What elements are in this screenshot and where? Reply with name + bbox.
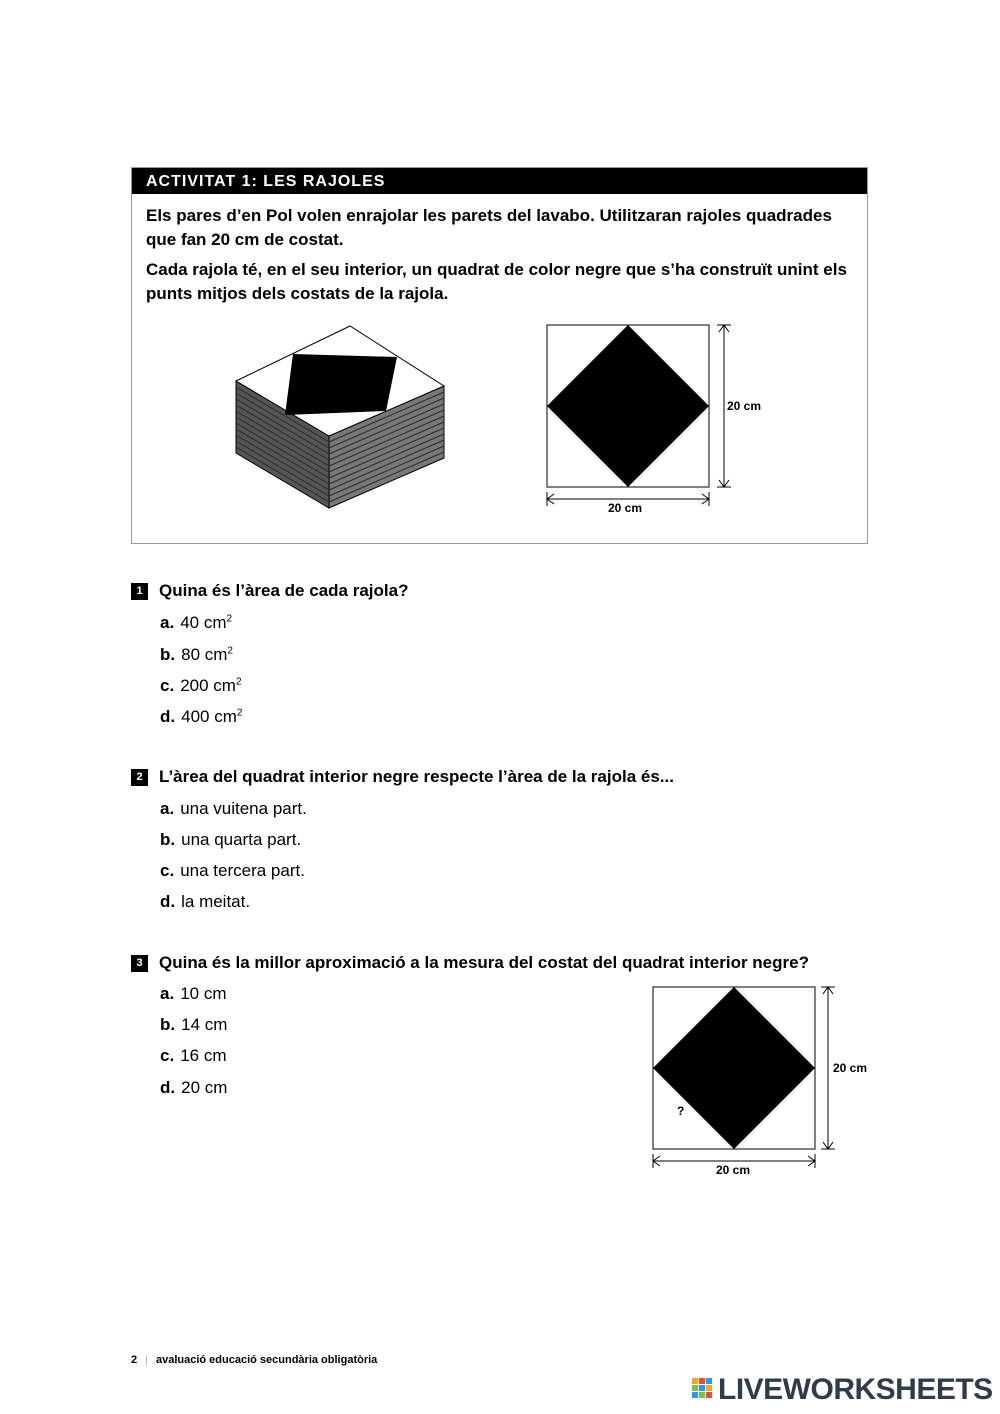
option-1d[interactable] xyxy=(160,707,242,727)
page-number: 2 xyxy=(131,1354,138,1366)
option-text: 14 cm xyxy=(181,1015,228,1034)
option-text: 16 cm xyxy=(180,1046,227,1065)
option-letter: b. xyxy=(160,1015,176,1034)
option-text: 400 cm xyxy=(181,707,237,726)
question-2 xyxy=(131,766,674,788)
option-exponent: 2 xyxy=(226,613,233,625)
brand-blocks-icon xyxy=(692,1378,714,1402)
footer-text: avaluació educació secundària obligatòria xyxy=(155,1354,378,1366)
option-letter: d. xyxy=(160,892,176,911)
option-text: 80 cm xyxy=(181,645,228,664)
question-number: 3 xyxy=(131,955,148,972)
tile-height-label: 20 cm xyxy=(727,399,762,413)
brand-text: LIVEWORKSHEETS xyxy=(718,1373,993,1406)
option-letter: d. xyxy=(160,707,176,726)
option-letter: c. xyxy=(160,861,175,880)
question-number: 2 xyxy=(131,769,148,786)
question-text: Quina és la millor aproximació a la mesura del costat del quadrat interior negre? xyxy=(159,953,809,972)
option-3d[interactable] xyxy=(160,1078,227,1098)
option-3a[interactable] xyxy=(160,984,226,1004)
option-text: 40 cm xyxy=(180,613,227,632)
option-letter: a. xyxy=(160,984,175,1003)
option-text: 20 cm xyxy=(181,1078,228,1097)
question-text: Quina és l’àrea de cada rajola? xyxy=(159,581,409,600)
option-exponent: 2 xyxy=(227,645,233,657)
option-letter: a. xyxy=(160,799,175,818)
q3-unknown-side-label: ? xyxy=(677,1104,685,1118)
option-3b[interactable] xyxy=(160,1015,227,1035)
option-1a[interactable] xyxy=(160,613,232,633)
question-text: L’àrea del quadrat interior negre respecte l’àrea de la rajola és... xyxy=(159,767,674,786)
option-1c[interactable] xyxy=(160,676,242,696)
tile-width-label: 20 cm xyxy=(608,501,643,515)
tile-diagram xyxy=(546,324,762,524)
option-exponent: 2 xyxy=(236,707,243,719)
option-letter: c. xyxy=(160,676,175,695)
option-exponent: 2 xyxy=(235,676,242,688)
option-text: 200 cm xyxy=(180,676,236,695)
option-2a[interactable] xyxy=(160,799,307,819)
option-letter: b. xyxy=(160,645,176,664)
option-text: 10 cm xyxy=(180,984,227,1003)
tile-stack-illustration xyxy=(232,322,452,512)
option-text: una tercera part. xyxy=(180,861,305,880)
option-2b[interactable] xyxy=(160,830,301,850)
option-letter: d. xyxy=(160,1078,176,1097)
option-2c[interactable] xyxy=(160,861,305,881)
intro-paragraph-2: Cada rajola té, en el seu interior, un quadrat de color negre que s’ha construït unint els punts mitjos dels costats de la rajola. xyxy=(146,260,847,303)
option-letter: c. xyxy=(160,1046,175,1065)
option-letter: a. xyxy=(160,613,175,632)
intro-paragraph-1: Els pares d’en Pol volen enrajolar les parets del lavabo. Utilitzaran rajoles quadrades que fan 20 cm de costat. xyxy=(146,206,832,249)
liveworksheets-logo[interactable] xyxy=(692,1374,993,1406)
q3-height-label: 20 cm xyxy=(833,1061,868,1075)
page-footer xyxy=(131,1354,377,1366)
footer-separator: | xyxy=(145,1354,148,1366)
question-3 xyxy=(131,952,809,974)
option-1b[interactable] xyxy=(160,645,233,665)
option-text: una quarta part. xyxy=(181,830,302,849)
option-text: la meitat. xyxy=(181,892,251,911)
option-2d[interactable] xyxy=(160,892,250,912)
option-text: una vuitena part. xyxy=(180,799,307,818)
option-letter: b. xyxy=(160,830,176,849)
activity-box xyxy=(131,167,868,544)
question-number: 1 xyxy=(131,583,148,600)
q3-width-label: 20 cm xyxy=(716,1163,751,1177)
question-3-diagram xyxy=(652,986,882,1186)
question-1 xyxy=(131,580,408,602)
option-3c[interactable] xyxy=(160,1046,226,1066)
activity-title: ACTIVITAT 1: LES RAJOLES xyxy=(132,168,867,194)
